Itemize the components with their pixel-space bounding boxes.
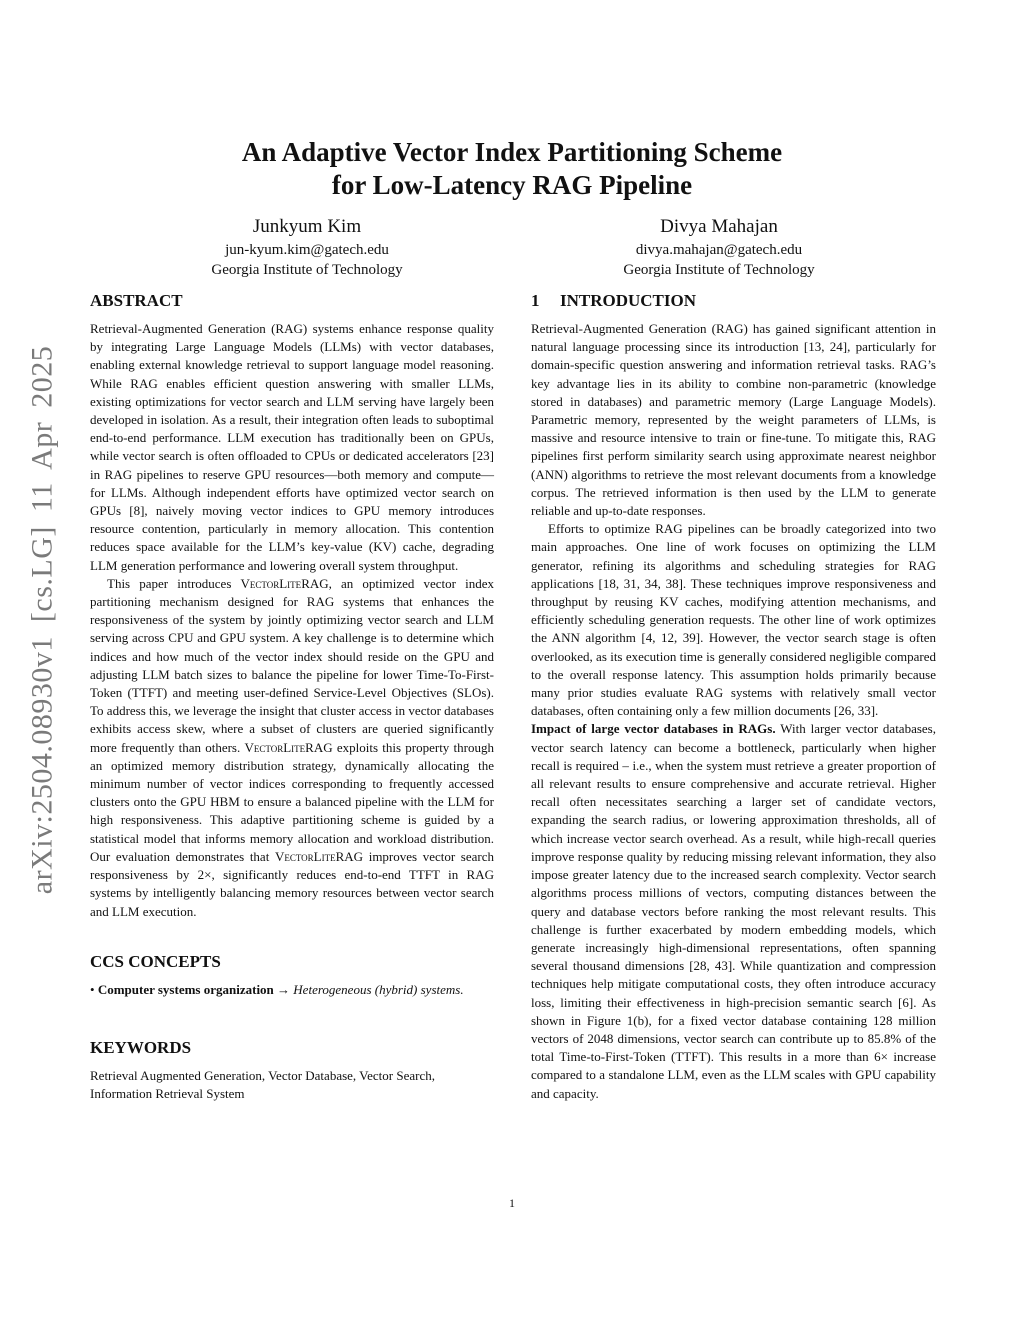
ccs-heading: CCS CONCEPTS [90, 951, 221, 971]
abstract-heading: ABSTRACT [90, 291, 183, 310]
introduction-paragraph-1: Retrieval-Augmented Generation (RAG) has gained significant attention in natural language processing since its introduction [13, 24], particularly for domain-specific question answering and information retrieval tasks. RAG’s key advantage lies in its ability to combine non-parametric (knowledge stored in databases) and parametric memory (Large Language Models). Parametric memory, represented by the weight parameters of LLMs, is massive and resource intensive to train or fine-tune. To mitigate this, RAG pipelines first perform similarity search using approximate nearest neighbor (ANN) algorithms to retrieve the most relevant documents from a knowledge corpus. The retrieved information is then used by the LLM to generate reliable and up-to-date responses. [531, 321, 936, 519]
introduction-heading: 1 INTRODUCTION [531, 291, 697, 310]
author-block-1 [142, 214, 472, 280]
abstract-paragraph-2: This paper introduces VectorLiteRAG, an optimized vector index partitioning mechanism designed for RAG systems that enhances the responsiveness of the system by jointly optimizing vector search and LLM serving across CPU and GPU system. A key challenge is to determine which indices and how much of the vector index should reside on the GPU and adjusting LLM batch sizes to balance the pipeline for lower Time-To-First-Token (TTFT) and meeting user-defined Service-Level Objectives (SLOs). To address this, we leverage the insight that cluster access in vector databases exhibits access skew, where a subset of clusters are queried significantly more frequently than others. VectorLiteRAG exploits this property through an optimized memory distribution strategy, dynamically allocating the minimum number of vector indices corresponding to frequently accessed clusters onto the GPU HBM to ensure a balanced pipeline with the LLM for high responsiveness. This adaptive partitioning scheme is guided by a statistical model that informs memory allocation and workload distribution. Our evaluation demonstrates that VectorLiteRAG improves vector search responsiveness by 2×, significantly reduces end-to-end TTFT in RAG systems by intelligently balancing memory resources between vector search and LLM execution. [90, 575, 495, 919]
abstract-section [90, 290, 494, 921]
ccs-concept-item: • Computer systems organization → Heterogeneous (hybrid) systems. [90, 981, 464, 997]
introduction-paragraph-3: Impact of large vector databases in RAGs. With larger vector databases, vector search latency can become a bottleneck, particularly when higher recall is required – i.e., when the system must retrieve a greater proportion of all relevant results to ensure comprehensive and accurate retrieval. Higher recall often necessitates searching a larger set of candidate vectors, expanding the search radius, or lowering approximation thresholds, all of which increase vector search overhead. As a result, while high-recall queries improve response quality by reducing missing relevant information, they also impose greater latency due to the increased search complexity. Vector search algorithms process millions of vectors, computing distances between the query and database vectors before ranking the most relevant results. This challenge is further exacerbated by modern embedding models, which generate increasingly high-dimensional representations, often spanning several thousand dimensions [28, 43]. While quantization and compression techniques help mitigate computational costs, they often introduce accuracy loss, limiting their effectiveness in high-precision semantic search [6]. As shown in Figure 1(b), for a fixed vector database containing 128 million vectors of 2048 dimensions, vector search can contribute up to 85.8% of the total Time-to-First-Token (TTFT). This results in a more than 6× increase compared to a standalone LLM, even as the LLM scales with GPU capability and capacity. [531, 721, 936, 1101]
system-name: VectorLite [240, 575, 302, 591]
arxiv-identifier [12, 270, 72, 970]
left-column [90, 290, 494, 1103]
introduction-section [531, 290, 936, 1103]
keywords-heading: KEYWORDS [90, 1037, 192, 1057]
introduction-paragraph-2: Efforts to optimize RAG pipelines can be broadly categorized into two main approaches. One line of work focuses on optimizing the LLM generator, refining its algorithms and scheduling strategies for RAG applications [18, 31, 34, 38]. These techniques improve responsiveness and throughput by reusing KV caches, modifying attention mechanisms, and efficiently scheduling generation requests. The other line of work optimizes the ANN algorithm [4, 12, 39]. However, the vector search stage is often overlooked, as its execution time is generally considered negligible compared to the overall response latency. This assumption holds primarily because many prior studies evaluate RAG systems with relatively small vector databases, often containing only a few million documents [26, 33]. [531, 521, 936, 719]
right-column [531, 290, 936, 1103]
arxiv-identifier-text: arXiv:2504.08930v1 [cs.LG] 11 Apr 2025 [25, 345, 58, 895]
system-name: VectorLite [274, 848, 336, 864]
author-affiliation: Georgia Institute of Technology [623, 262, 815, 278]
abstract-paragraph-1: Retrieval-Augmented Generation (RAG) systems enhance response quality by integrating Large Language Models (LLMs) with vector databases, enabling external knowledge retrieval to support language model reasoning. While RAG enables efficient question answering with smaller LLMs, existing optimizations for vector search and LLM serving have largely been developed in isolation. As a result, their integration often leads to suboptimal end-to-end performance. LLM execution has traditionally been on GPUs, while vector search is often offloaded to CPUs or dedicated accelerators [23] in RAG pipelines to reserve GPU resources—both memory and compute—for LLMs. Although independent efforts have optimized vector search on GPUs [8], naively moving vector indices to GPU memory introduces resource contention, particularly in memory allocation. This contention reduces space available for the LLM’s key-value (KV) cache, degrading LLM generation performance and lowering overall system throughput. [90, 321, 494, 573]
paper-title [90, 136, 934, 202]
author-email: jun-kyum.kim@gatech.edu [225, 242, 389, 258]
ccs-concepts-section [90, 951, 494, 999]
paper-title-line-2: for Low-Latency RAG Pipeline [331, 170, 693, 200]
page-number: 1 [509, 1196, 515, 1210]
author-name: Junkyum Kim [252, 216, 362, 237]
keywords-section [90, 1037, 494, 1103]
author-block-2 [554, 214, 884, 280]
keywords-text: Retrieval Augmented Generation, Vector Database, Vector Search, Information Retrieval System [90, 1067, 435, 1102]
author-email: divya.mahajan@gatech.edu [635, 242, 803, 258]
author-name: Divya Mahajan [660, 216, 778, 237]
author-affiliation: Georgia Institute of Technology [211, 262, 403, 278]
system-name: VectorLite [244, 739, 306, 755]
paper-title-line-1: An Adaptive Vector Index Partitioning Scheme [241, 137, 783, 167]
